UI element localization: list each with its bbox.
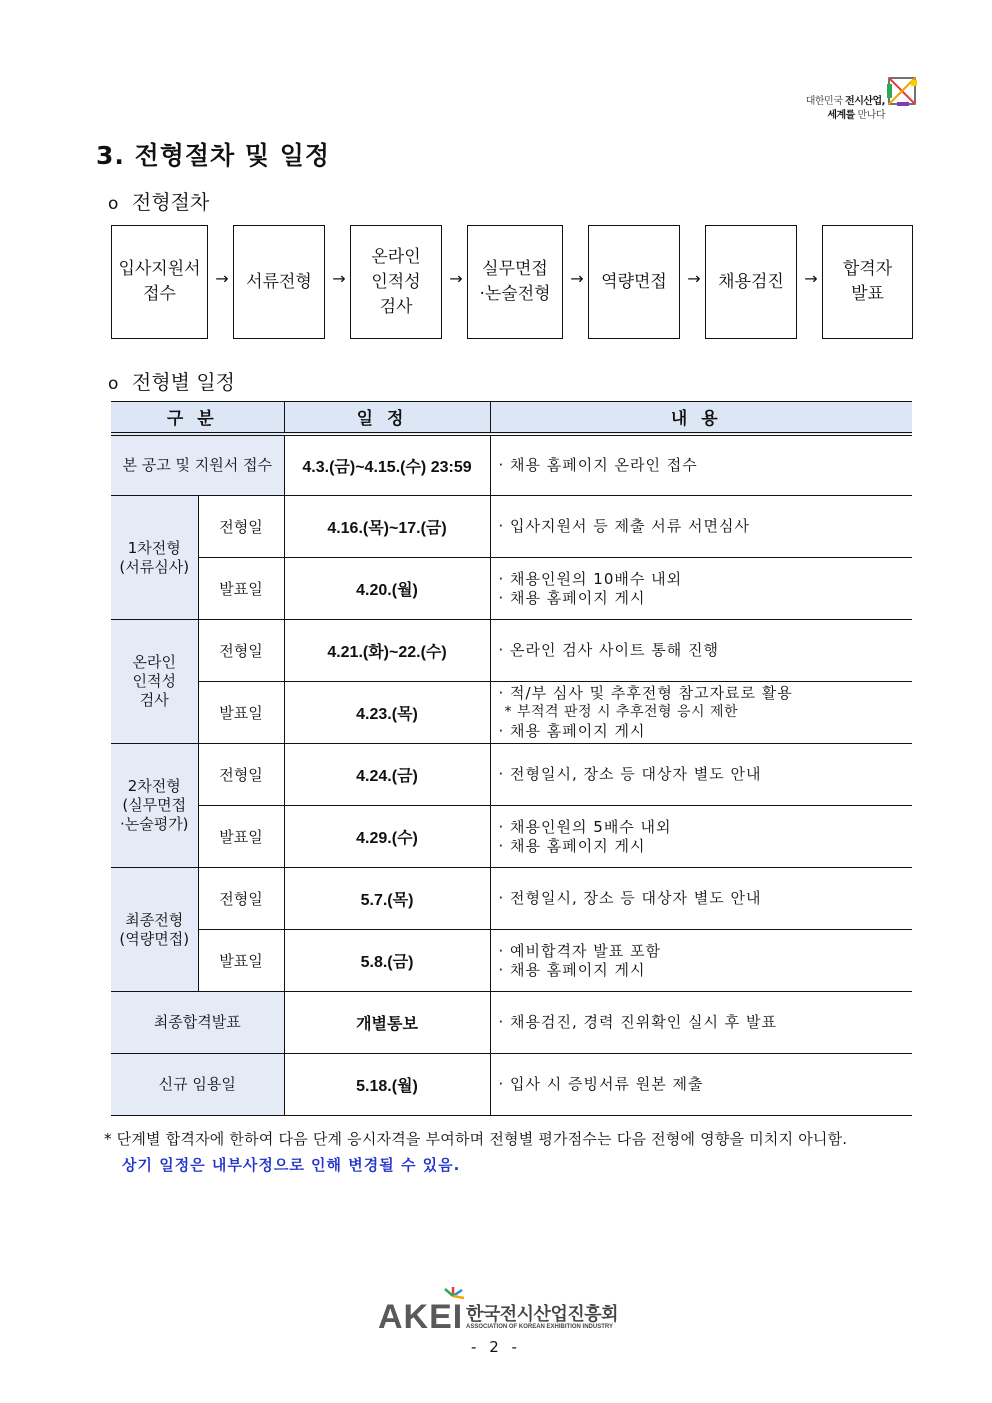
header-category: 구분 [111, 402, 284, 434]
row-date: 5.18.(월) [284, 1054, 490, 1116]
row-date: 개별통보 [284, 992, 490, 1054]
row-stage: 전형일 [198, 744, 284, 806]
table-row [111, 558, 912, 620]
page-number: - 2 - [471, 1338, 521, 1356]
step-application: 입사지원서 접수 [111, 225, 208, 339]
row-date: 4.24.(금) [284, 744, 490, 806]
schedule-change-notice: 상기 일정은 내부사정으로 인해 변경될 수 있음. [122, 1156, 461, 1174]
description-line: · 채용검진, 경력 진위확인 실시 후 발표 [498, 1013, 778, 1031]
row-description [490, 682, 912, 744]
row-date: 4.21.(화)~22.(수) [284, 620, 490, 682]
row-date: 5.8.(금) [284, 930, 490, 992]
arrow-icon: → [804, 269, 818, 288]
description-line: · 적/부 심사 및 추후전형 참고자료로 활용 [498, 684, 793, 702]
table-row [111, 806, 912, 868]
row-description [490, 558, 912, 620]
row-date: 4.16.(목)~17.(금) [284, 496, 490, 558]
step-practical-interview: 실무면접 ·논술전형 [467, 225, 563, 339]
description-line: · 채용 홈페이지 온라인 접수 [498, 455, 698, 474]
table-header-row [111, 402, 912, 434]
row-category: 온라인 인적성 검사 [111, 620, 198, 744]
header-description: 내용 [490, 402, 912, 434]
row-date: 4.23.(목) [284, 682, 490, 744]
procedure-bullet: o [108, 194, 119, 214]
row-category: 최종전형 (역량면접) [111, 868, 198, 992]
description-line: · 채용 홈페이지 게시 [498, 722, 646, 740]
row-category: 신규 임용일 [111, 1054, 284, 1116]
row-category: 1차전형 (서류심사) [111, 496, 198, 620]
header-logo [792, 76, 917, 120]
row-description [490, 992, 912, 1054]
table-row [111, 434, 912, 496]
table-row [111, 620, 912, 682]
row-category: 본 공고 및 지원서 접수 [111, 434, 284, 496]
footer-name-en: ASSOCIATION OF KOREAN EXHIBITION INDUSTRY [466, 1324, 614, 1330]
footer-name-kr: 한국전시산업진흥회 [466, 1304, 618, 1325]
description-line: · 입사 시 증빙서류 원본 제출 [498, 1075, 704, 1093]
header-logo-line1-bold: 전시산업, [845, 96, 885, 107]
sparkle-logo-icon [440, 1286, 466, 1308]
arrow-icon: → [687, 269, 701, 288]
row-description [490, 434, 912, 496]
arrow-icon: → [332, 269, 346, 288]
row-stage: 발표일 [198, 682, 284, 744]
row-stage: 전형일 [198, 868, 284, 930]
exhibition-frame-logo-icon [887, 76, 917, 106]
table-row [111, 744, 912, 806]
row-stage: 전형일 [198, 620, 284, 682]
step-medical-check: 채용검진 [705, 225, 797, 339]
header-date: 일정 [284, 402, 490, 434]
procedure-flow [111, 225, 913, 339]
table-row [111, 992, 912, 1054]
schedule-table [111, 401, 912, 1116]
table-row [111, 930, 912, 992]
row-description [490, 620, 912, 682]
description-line: · 전형일시, 장소 등 대상자 별도 안내 [498, 765, 762, 783]
step-document-screening: 서류전형 [233, 225, 325, 339]
row-date: 4.3.(금)~4.15.(수) 23:59 [284, 434, 490, 496]
description-line: · 채용 홈페이지 게시 [498, 960, 646, 979]
row-description [490, 930, 912, 992]
step-final-announcement: 합격자 발표 [822, 225, 913, 339]
row-description [490, 744, 912, 806]
footer-brand: AKEI [378, 1298, 464, 1336]
row-date: 4.29.(수) [284, 806, 490, 868]
table-row [111, 868, 912, 930]
table-row [111, 682, 912, 744]
step-competency-interview: 역량면접 [588, 225, 680, 339]
row-stage: 발표일 [198, 558, 284, 620]
row-stage: 발표일 [198, 806, 284, 868]
row-date: 4.20.(월) [284, 558, 490, 620]
footer-logo [378, 1286, 618, 1338]
table-row [111, 496, 912, 558]
description-line: · 채용 홈페이지 게시 [498, 588, 646, 607]
arrow-icon: → [449, 269, 463, 288]
arrow-icon: → [570, 269, 584, 288]
table-row [111, 1054, 912, 1116]
description-line: · 채용 홈페이지 게시 [498, 836, 646, 855]
schedule-bullet: o [108, 374, 119, 394]
description-line: · 채용인원의 5배수 내외 [498, 817, 672, 836]
description-line: · 채용인원의 10배수 내외 [498, 569, 683, 588]
description-line: · 예비합격자 발표 포함 [498, 941, 661, 960]
description-line: · 전형일시, 장소 등 대상자 별도 안내 [498, 889, 762, 907]
description-line: · 온라인 검사 사이트 통해 진행 [498, 641, 720, 659]
section-title: 3. 전형절차 및 일정 [96, 141, 331, 170]
description-note: * 부적격 판정 시 추후전형 응시 제한 [504, 704, 739, 720]
row-category: 최종합격발표 [111, 992, 284, 1054]
header-logo-line2-bold: 세계를 [827, 110, 855, 121]
schedule-subtitle [108, 366, 235, 395]
row-description [490, 868, 912, 930]
row-stage: 발표일 [198, 930, 284, 992]
row-category: 2차전형 (실무면접 ·논술평가) [111, 744, 198, 868]
arrow-icon: → [215, 269, 229, 288]
row-description [490, 1054, 912, 1116]
row-description [490, 806, 912, 868]
procedure-title: 전형절차 [132, 190, 210, 214]
header-logo-line1-prefix: 대한민국 [805, 96, 846, 107]
schedule-title: 전형별 일정 [132, 370, 235, 394]
step-aptitude-test: 온라인 인적성 검사 [350, 225, 442, 339]
description-line: · 입사지원서 등 제출 서류 서면심사 [498, 517, 750, 535]
row-description [490, 496, 912, 558]
header-logo-line2-suffix: 만나다 [854, 110, 885, 121]
row-stage: 전형일 [198, 496, 284, 558]
footnote: * 단계별 합격자에 한하여 다음 단계 응시자격을 부여하며 전형별 평가점수는 다음 전형에 영향을 미치지 아니함. [104, 1130, 848, 1148]
row-date: 5.7.(목) [284, 868, 490, 930]
procedure-subtitle [108, 186, 209, 215]
